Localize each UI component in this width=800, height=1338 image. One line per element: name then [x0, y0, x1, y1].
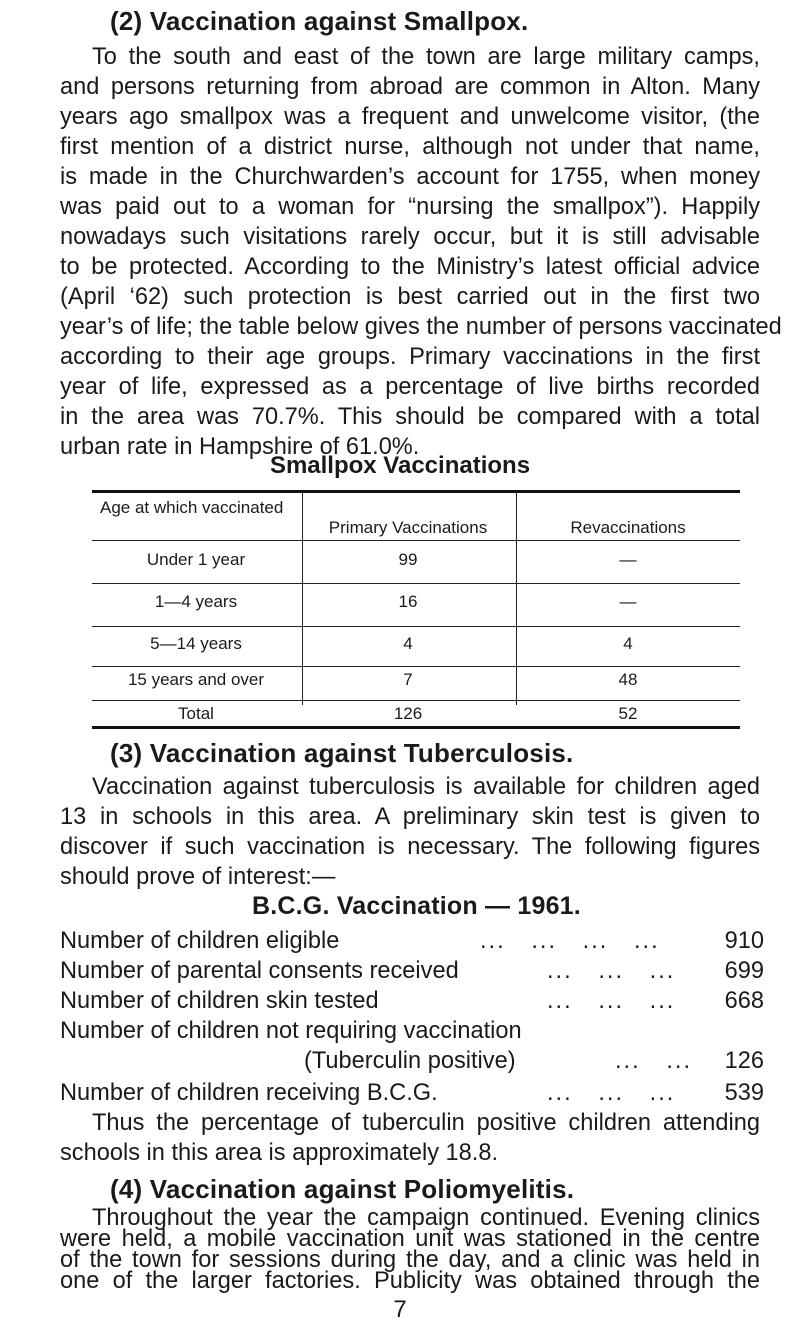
paragraph-line: one of the larger factories. Publicity was obtained through the [60, 1268, 760, 1294]
item-label: (Tuberculin positive) [304, 1048, 516, 1074]
cell-revaccinations: — [619, 592, 637, 611]
header-age: Age at which vaccinated [100, 498, 284, 517]
page-number: 7 [393, 1296, 407, 1323]
leader-dots: ... ... ... [547, 1080, 676, 1106]
cell-primary: 7 [403, 670, 413, 689]
header-primary: Primary Vaccinations [328, 518, 488, 537]
paragraph-line: Throughout the year the campaign continued. Evening clinics [92, 1205, 760, 1231]
item-label: Number of parental consents received [60, 958, 459, 984]
paragraph-line: should prove of interest:— [60, 864, 336, 890]
paragraph-line: To the south and east of the town are large military camps, [92, 44, 760, 70]
item-value: 126 [724, 1048, 764, 1074]
paragraph-line: year of life, expressed as a percentage of live births recorded [60, 374, 760, 400]
list-item [60, 1048, 764, 1078]
section-2-heading: (2) Vaccination against Smallpox. [110, 6, 529, 36]
leader-dots: ... ... [615, 1048, 692, 1074]
item-label: Number of children eligible [60, 928, 340, 954]
item-value: 668 [724, 988, 764, 1014]
section-2-paragraph [60, 42, 782, 462]
cell-revaccinations: 4 [623, 634, 633, 653]
bcg-subheading: B.C.G. Vaccination — 1961. [252, 892, 581, 920]
item-label: Number of children not requiring vaccination [60, 1018, 522, 1044]
table-top-rule [92, 490, 740, 493]
cell-primary: 99 [398, 550, 418, 569]
leader-dots: ... ... ... [547, 988, 676, 1014]
paragraph-line: is made in the Churchwarden’s account for 1755, when money [60, 164, 760, 190]
item-label: Number of children skin tested [60, 988, 379, 1014]
row-rule [92, 583, 740, 584]
leader-dots: ... ... ... [547, 958, 676, 984]
cell-age: 1—4 years [154, 592, 238, 611]
paragraph-line: to be protected. According to the Ministry’s latest official advice [60, 254, 760, 280]
row-rule [92, 626, 740, 627]
paragraph-line: and persons returning from abroad are common in Alton. Many [60, 74, 760, 100]
cell-age: 5—14 years [150, 634, 242, 653]
list-item [60, 928, 764, 958]
cell-revaccinations: 48 [618, 670, 638, 689]
table-bottom-rule [92, 726, 740, 729]
cell-age: Total [178, 704, 214, 723]
paragraph-line: 13 in schools in this area. A preliminary skin test is given to [60, 804, 760, 830]
paragraph-line: urban rate in Hampshire of 61.0%. [60, 434, 420, 460]
cell-revaccinations: — [619, 550, 637, 569]
paragraph-line: according to their age groups. Primary vaccinations in the first [60, 344, 760, 370]
section-4-heading: (4) Vaccination against Poliomyelitis. [110, 1174, 575, 1204]
cell-age: Under 1 year [146, 550, 246, 569]
row-rule [92, 540, 740, 541]
cell-primary: 16 [398, 592, 418, 611]
section-4-paragraph [60, 1205, 760, 1294]
paragraph-line: of the town for sessions during the day, and a clinic was held in [60, 1247, 760, 1273]
section-3-heading: (3) Vaccination against Tuberculosis. [110, 738, 574, 768]
row-rule [92, 700, 740, 701]
cell-revaccinations: 52 [618, 704, 638, 723]
paragraph-line: was paid out to a woman for “nursing the smallpox”). Happily [60, 194, 760, 220]
item-label: Number of children receiving B.C.G. [60, 1080, 438, 1106]
row-rule [92, 666, 740, 667]
paragraph-line: schools in this area is approximately 18.8. [60, 1140, 499, 1166]
header-revaccinations: Revaccinations [570, 518, 686, 537]
cell-age: 15 years and over [127, 670, 265, 689]
cell-primary: 4 [403, 634, 413, 653]
paragraph-line: in the area was 70.7%. This should be compared with a total [60, 404, 760, 430]
section-3-closing [60, 1108, 760, 1168]
paragraph-line: years ago smallpox was a frequent and unwelcome visitor, (the [60, 104, 760, 130]
paragraph-line: first mention of a district nurse, although not under that name, [60, 134, 760, 160]
paragraph-line: nowadays such visitations rarely occur, but it is still advisable [60, 224, 760, 250]
paragraph-line: Thus the percentage of tuberculin positive children attending [92, 1110, 760, 1136]
list-item [60, 988, 764, 1018]
list-item [60, 1080, 764, 1110]
cell-primary: 126 [393, 704, 423, 723]
item-value: 910 [724, 928, 764, 954]
paragraph-line: (April ‘62) such protection is best carried out in the first two [60, 284, 760, 310]
item-value: 699 [724, 958, 764, 984]
item-value: 539 [724, 1080, 764, 1106]
paragraph-line: year’s of life; the table below gives the number of persons vaccinated [60, 314, 782, 340]
section-3-paragraph [60, 772, 760, 892]
list-item [60, 958, 764, 988]
list-item [60, 1018, 764, 1048]
paragraph-line: Vaccination against tuberculosis is available for children aged [92, 774, 760, 800]
paragraph-line: discover if such vaccination is necessary. The following figures [60, 834, 760, 860]
table-title: Smallpox Vaccinations [269, 452, 531, 479]
paragraph-line: were held, a mobile vaccination unit was stationed in the centre [60, 1226, 760, 1252]
leader-dots: ... ... ... ... [480, 928, 660, 954]
